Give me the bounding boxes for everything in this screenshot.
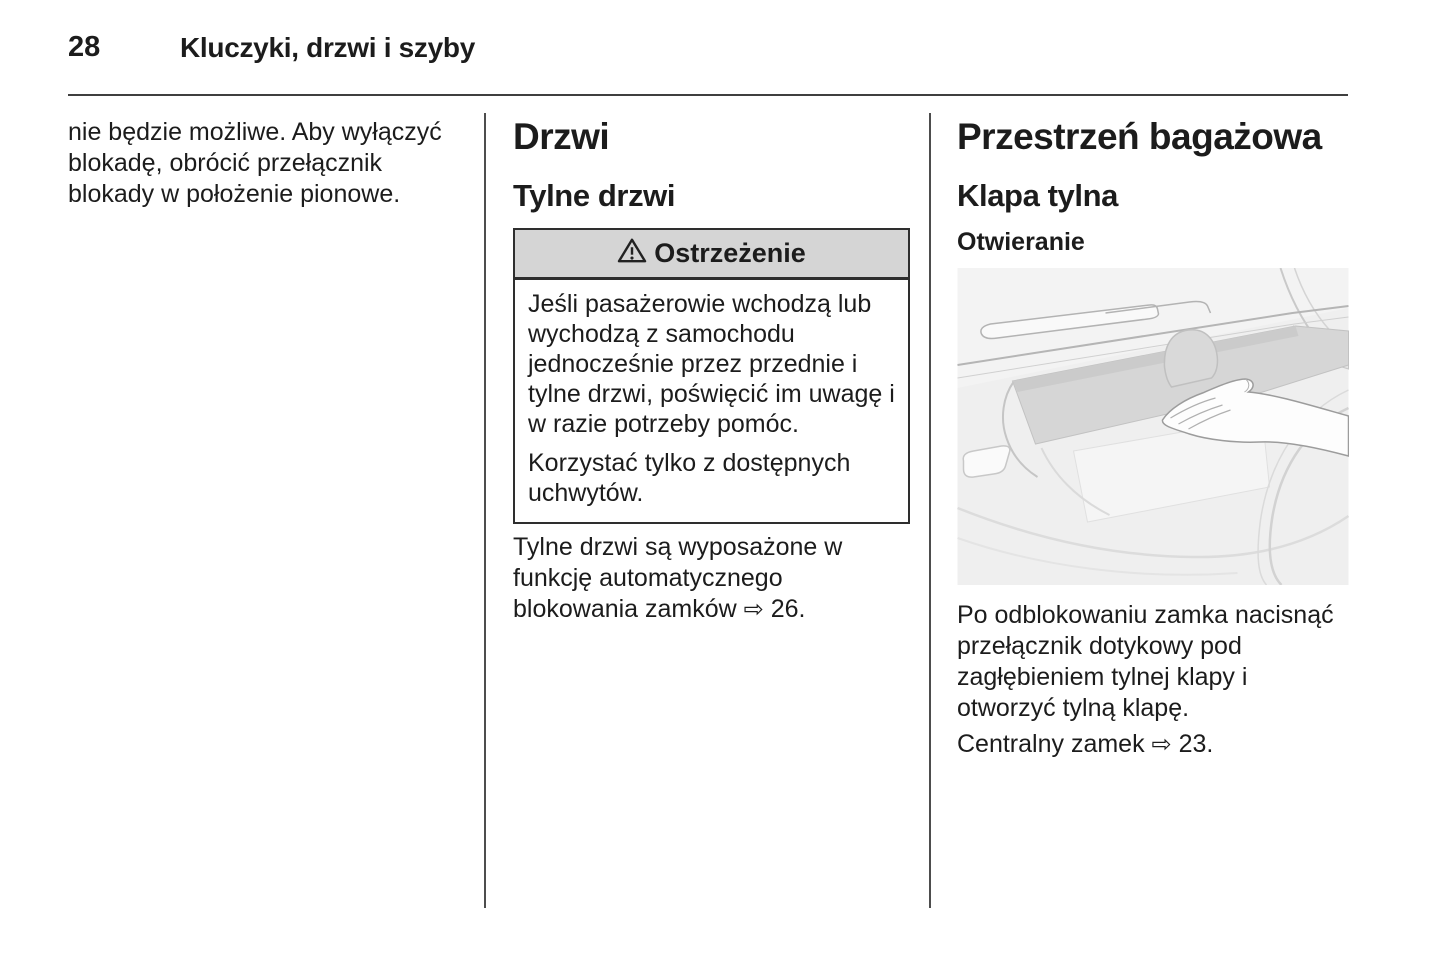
column-middle [513,117,910,634]
page-reference-number: 26. [770,595,806,623]
page-reference-arrow-icon: ⇨ [1151,730,1172,758]
tailgate-opening-illustration [957,268,1349,585]
warning-box [513,228,910,524]
page-reference-arrow-icon: ⇨ [743,595,764,623]
chapter-title: Kluczyki, drzwi i szyby [180,32,475,63]
auto-lock-paragraph [513,532,910,625]
subsection-title-tailgate: Klapa tylna [957,178,1118,213]
column-divider-left [484,113,486,908]
subsection-title-rear-doors: Tylne drzwi [513,178,676,213]
central-locking-reference [957,729,1349,760]
warning-paragraph: Jeśli pasażerowie wchodzą lub wychodzą z samochodu jednocześnie przez przednie i tylne drzwi, poświęcić im uwagę i w razie potrzeby pomóc. [528,290,895,438]
page-reference-number: 23. [1178,730,1214,758]
warning-triangle-icon [617,237,647,271]
auto-lock-text: Tylne drzwi są wyposażone w funkcję automatycznego blokowania zamków [513,533,843,623]
warning-box-header [515,230,908,280]
header-rule [68,94,1348,96]
column-left [68,117,465,219]
section-title-doors: Drzwi [513,116,610,157]
continued-paragraph: nie będzie możliwe. Aby wyłączyć blokadę, obrócić przełącznik blokady w położenie pionowe. [68,118,442,208]
reference-label: Centralny zamek [957,730,1145,758]
section-title-luggage: Przestrzeń bagażowa [957,116,1322,157]
column-divider-right [929,113,931,908]
minor-title-opening: Otwieranie [957,228,1085,256]
warning-box-body [515,280,908,522]
page-number: 28 [68,31,101,63]
column-right [957,117,1349,760]
warning-title: Ostrzeżenie [654,238,806,268]
warning-paragraph: Korzystać tylko z dostępnych uchwytów. [528,449,851,507]
tailgate-open-paragraph: Po odblokowaniu zamka nacisnąć przełącznik dotykowy pod zagłębieniem tylnej klapy i otworzyć tylną klapę. [957,601,1334,722]
